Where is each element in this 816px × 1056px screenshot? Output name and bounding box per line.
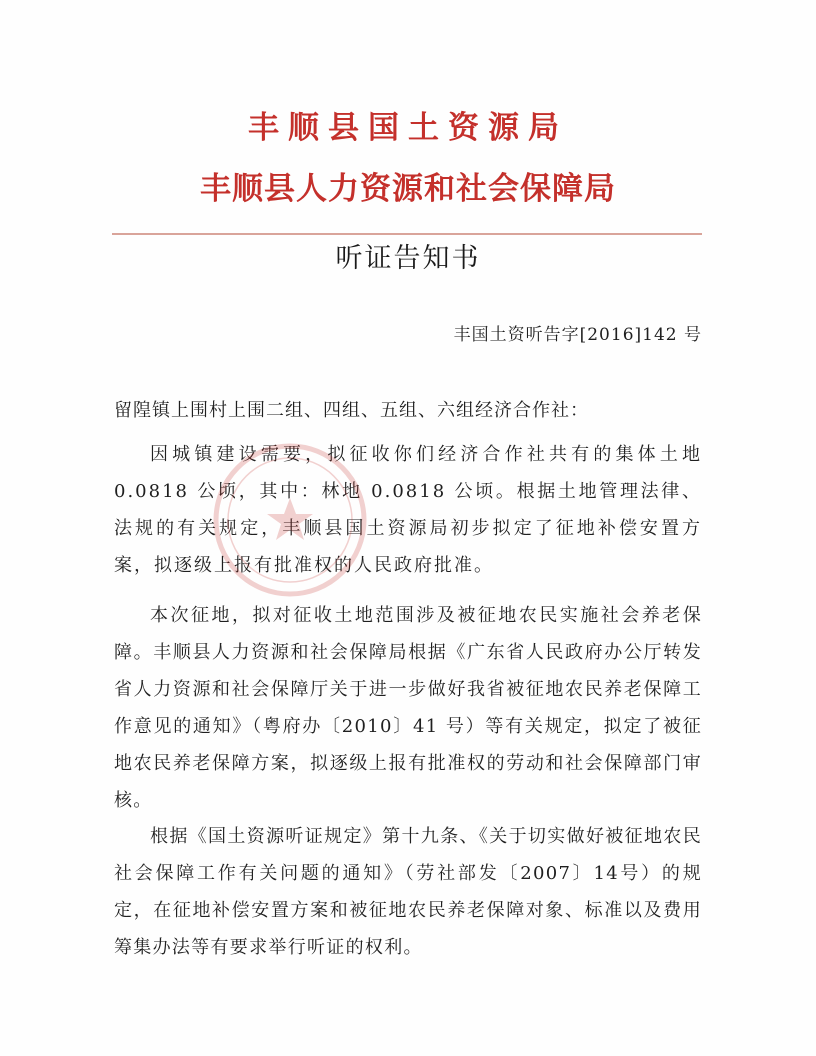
body-paragraph-3: 根据《国土资源听证规定》第十九条、《关于切实做好被征地农民社会保障工作有关问题的通知》（劳社部发〔2007〕14号）的规定，在征地补偿安置方案和被征地农民养老保障对象、标准以及费用筹集办法等有要求举行听证的权利。: [114, 826, 702, 958]
issuer-name-hr-bureau: 丰顺县人力资源和社会保障局: [200, 171, 616, 207]
document-title: 听证告知书: [335, 243, 481, 274]
body-paragraph-2: 本次征地，拟对征收土地范围涉及被征地农民实施社会养老保障。丰顺县人力资源和社会保障局根据《广东省人民政府办公厅转发省人力资源和社会保障厅关于进一步做好我省被征地农民养老保障工作意见的通知》（粤府办〔2010〕41 号）等有关规定，拟定了被征地农民养老保障方案，拟逐级上报有批准权的劳动和社会保障部门审核。: [114, 605, 702, 811]
body-paragraph-1: 因城镇建设需要，拟征收你们经济合作社共有的集体土地 0.0818 公顷，其中：林地 0.0818 公顷。根据土地管理法律、法规的有关规定，丰顺县国土资源局初步拟定了征地补偿安置方案，拟逐级上报有批准权的人民政府批准。: [114, 444, 702, 576]
issuer-name-land-bureau: 丰顺县国土资源局: [248, 110, 568, 146]
document-number: 丰国土资听告字[2016]142 号: [453, 325, 702, 345]
addressee-line: 留隍镇上围村上围二组、四组、五组、六组经济合作社：: [114, 400, 589, 421]
header-divider: [112, 233, 702, 235]
